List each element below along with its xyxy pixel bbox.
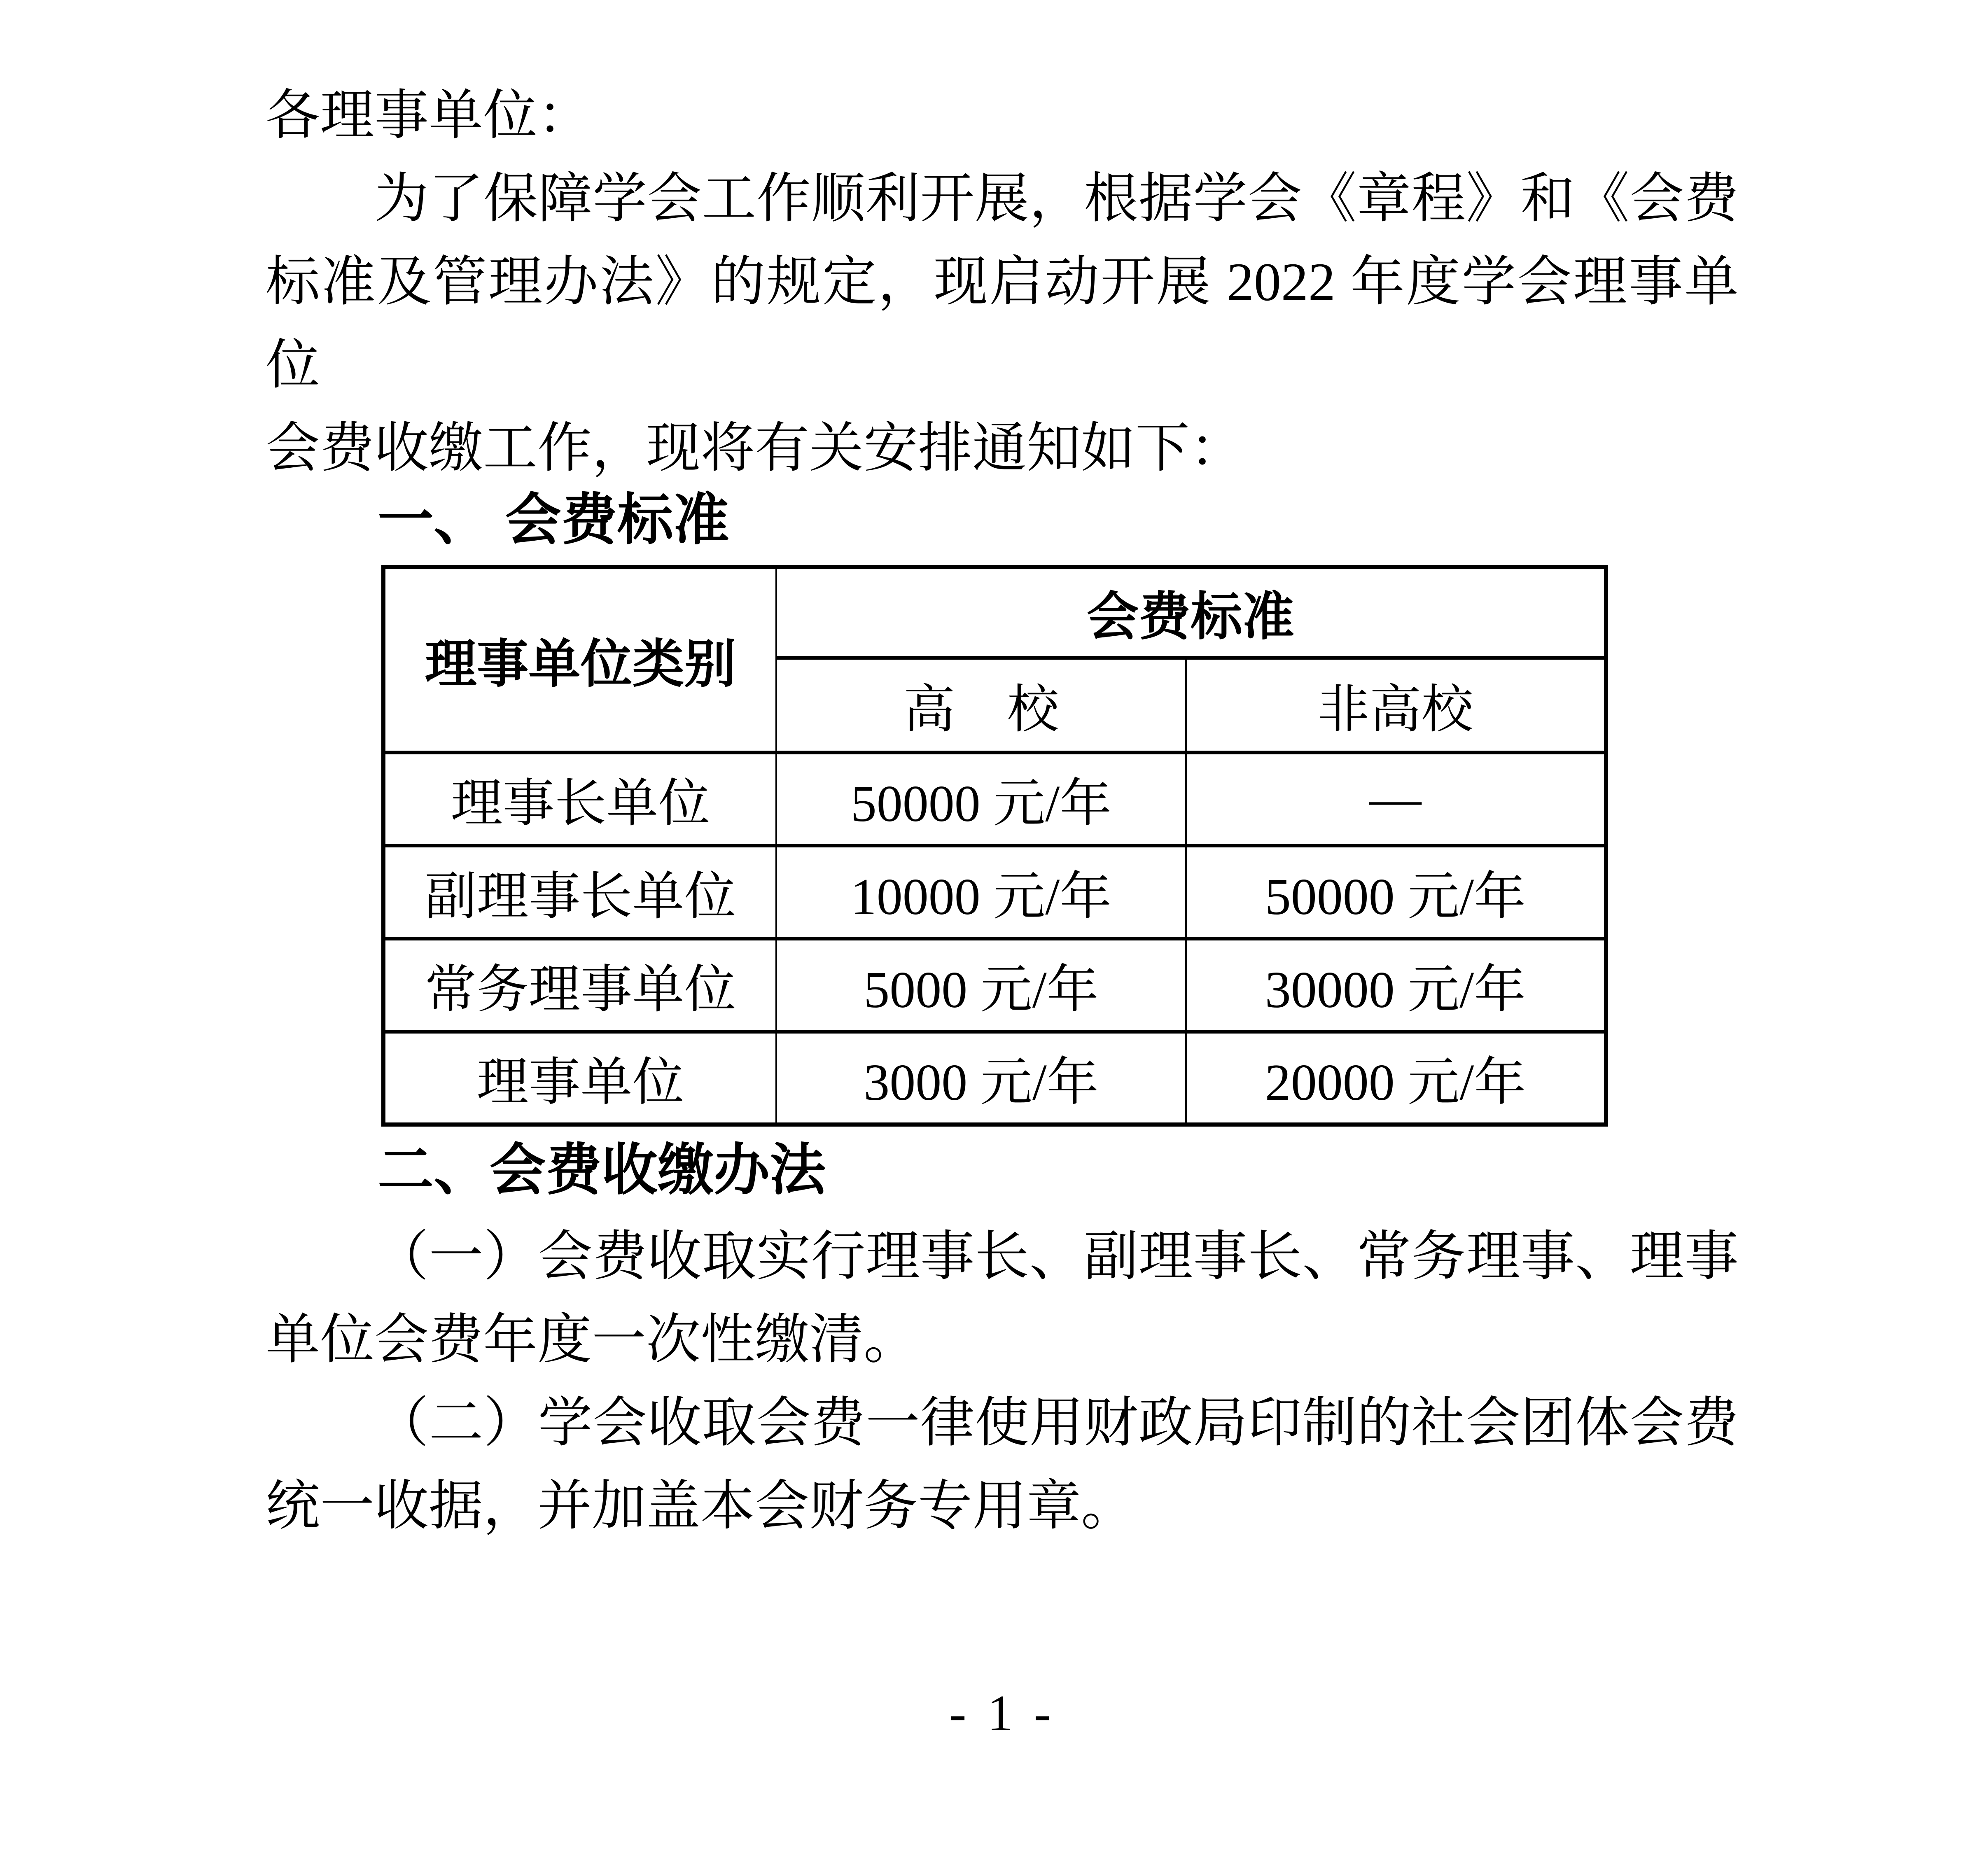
collection-method-paragraphs: [266, 1215, 1739, 1548]
cell-college-fee: 50000 元/年: [776, 752, 1186, 845]
cell-category: 理事单位: [383, 1031, 776, 1125]
fee-standard-table: [381, 565, 1608, 1127]
cell-non-college-fee: —: [1186, 752, 1606, 845]
cell-non-college-fee: 50000 元/年: [1186, 845, 1606, 938]
para1-line-2: 单位会费年度一次性缴清。: [266, 1309, 918, 1370]
table-header-row-1: [383, 567, 1606, 658]
section2-heading: 二、会费收缴办法: [378, 1139, 826, 1201]
header-cell-category: 理事单位类别: [383, 567, 776, 752]
para2-line-1: （二）学会收取会费一律使用财政局印制的社会团体会费: [374, 1393, 1739, 1453]
cell-category: 理事长单位: [383, 752, 776, 845]
header-cell-college: 高 校: [776, 658, 1186, 752]
intro-line-2: 标准及管理办法》的规定，现启动开展 2022 年度学会理事单位: [266, 252, 1739, 395]
cell-non-college-fee: 20000 元/年: [1186, 1031, 1606, 1125]
intro-line-1: 为了保障学会工作顺利开展，根据学会《章程》和《会费: [374, 168, 1739, 229]
header-cell-fee-standard: 会费标准: [776, 567, 1606, 658]
intro-paragraph: [266, 157, 1739, 490]
cell-category: 副理事长单位: [383, 845, 776, 938]
cell-category: 常务理事单位: [383, 938, 776, 1031]
table-row: [383, 1031, 1606, 1125]
cell-college-fee: 5000 元/年: [776, 938, 1186, 1031]
salutation-line: 各理事单位：: [266, 85, 592, 146]
header-cell-non-college: 非高校: [1186, 658, 1606, 752]
page-number: - 1 -: [949, 1685, 1055, 1741]
intro-line-3: 会费收缴工作，现将有关安排通知如下：: [266, 418, 1244, 478]
table-row: [383, 752, 1606, 845]
para1-line-1: （一）会费收取实行理事长、副理事长、常务理事、理事: [374, 1226, 1739, 1287]
table-row: [383, 845, 1606, 938]
cell-college-fee: 3000 元/年: [776, 1031, 1186, 1125]
table-row: [383, 938, 1606, 1031]
cell-non-college-fee: 30000 元/年: [1186, 938, 1606, 1031]
section1-heading: 一、 会费标准: [378, 488, 729, 551]
cell-college-fee: 10000 元/年: [776, 845, 1186, 938]
para2-line-2: 统一收据，并加盖本会财务专用章。: [266, 1476, 1135, 1536]
